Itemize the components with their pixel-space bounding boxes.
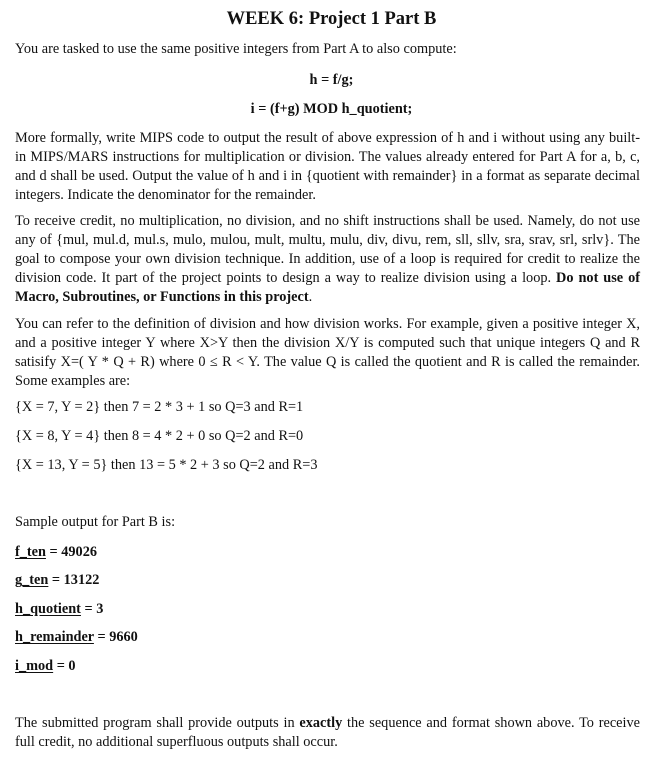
output-value: = 9660 [93,629,138,645]
sample-heading: Sample output for Part B is: [15,514,176,530]
example-line: {X = 8, Y = 4} then 8 = 4 * 2 + 0 so Q=2 and R=0 [15,428,304,444]
paragraph-formal: More formally, write MIPS code to output the result of above expression of h and i without using any built-in MIPS/MARS instructions for multiplication or division. The values already entered for Part A for a, b, c, and d shall be used. Output the value of h and i in {quotient with remainder} in a format as separate decimal integers. Indicate the denominator for the remainder. [15,130,640,204]
output-label: i_mod [15,658,54,674]
sample-output-line [15,572,99,589]
output-label: h_remainder [15,629,94,645]
output-value: = 0 [53,658,76,674]
output-label: h_quotient [15,601,81,617]
formula-h: h = f/g; [309,72,354,88]
output-value: = 3 [80,601,104,617]
sample-output-line [15,629,138,646]
example-line: {X = 13, Y = 5} then 13 = 5 * 2 + 3 so Q=2 and R=3 [15,457,318,473]
paragraph-credit-end: . [308,289,313,306]
paragraph-credit-bold: Do not use of Macro, Subroutines, or Functions in this project [15,270,641,306]
paragraph-final [15,714,640,752]
sample-output-line [15,658,76,675]
final-text-after: the sequence and format shown above. To receive full credit, no additional superfluous outputs shall occur. [15,715,640,751]
intro-text: You are tasked to use the same positive integers from Part A to also compute: [15,41,457,57]
sample-output-line [15,544,97,561]
output-label: g_ten [15,572,49,588]
output-label: f_ten [15,544,46,560]
page-title: WEEK 6: Project 1 Part B [226,9,437,29]
output-value: = 49026 [45,544,98,560]
paragraph-credit-text: To receive credit, no multiplication, no division, and no shift instructions shall be used. Namely, do not use any of {mul, mul.d, mul.s, mulo, mulou, mult, multu, mulu, div, divu, rem, sll, sllv, sra, srav, srl, srlv}. The goal to compose your own division technique. In addition, use of a loop is required for credit to realize the division code. It part of the project points to design a way to realize division using a loop. [15,213,640,287]
paragraph-credit [15,212,640,307]
example-line: {X = 7, Y = 2} then 7 = 2 * 3 + 1 so Q=3 and R=1 [15,399,304,415]
formula-i: i = (f+g) MOD h_quotient; [250,101,413,117]
output-value: = 13122 [48,572,100,588]
sample-output-line [15,601,103,618]
final-emphasis: exactly [299,715,343,731]
paragraph-definition: You can refer to the definition of division and how division works. For example, given a positive integer X, and a positive integer Y where X>Y then the division X/Y is computed such that unique integers Q and R satisify X=( Y * Q + R) where 0 ≤ R < Y. The value Q is called the quotient and R is called the remainder. Some examples are: [15,316,640,390]
final-text-before: The submitted program shall provide outputs in [15,715,300,731]
